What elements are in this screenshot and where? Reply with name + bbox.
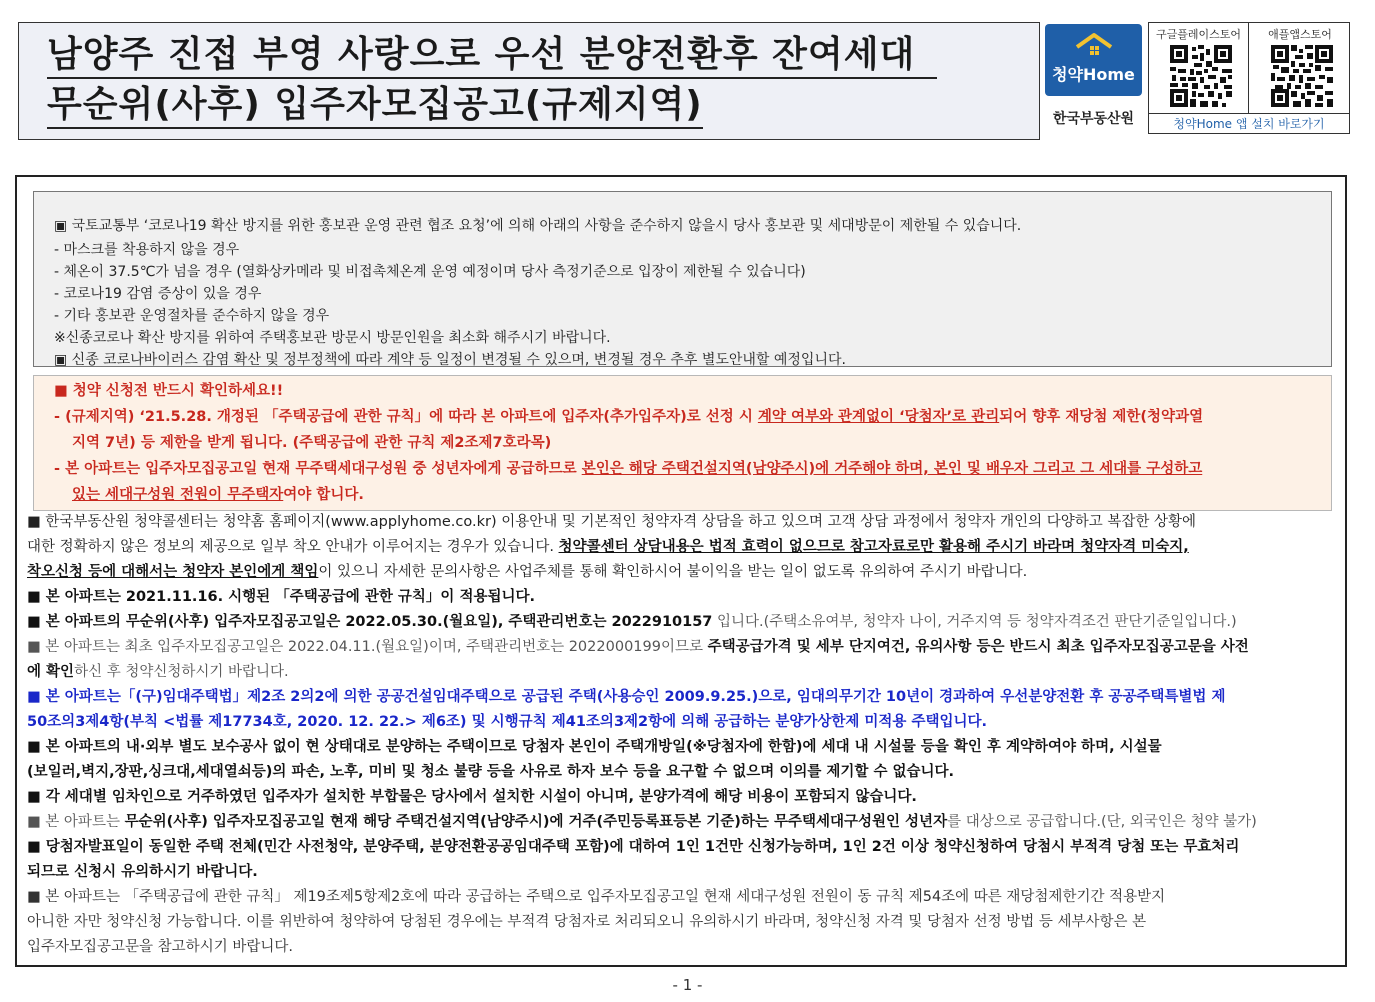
warning-para-1-cont: 지역 7년) 등 제한을 받게 됩니다. (주택공급에 관한 규칙 제2조제7호라목)	[72, 435, 552, 451]
app-install-link[interactable]: 청약Home 앱 설치 바로가기	[1149, 113, 1349, 133]
notice-line: - 코로나19 감염 증상이 있을 경우	[54, 286, 262, 302]
para-text: 이 있으니 자세한 문의사항은 사업주체를 통해 확인하시어 불이익을 받는 일이 없도록 유의하여 주시기 바랍니다.	[318, 564, 1028, 580]
para-text: 입니다.(주택소유여부, 청약자 나이, 거주지역 등 청약자격조건 판단기준일입니다.)	[712, 614, 1237, 630]
notice-line: - 기타 홍보관 운영절차를 준수하지 않을 경우	[54, 308, 330, 324]
para-text: 하신 후 청약신청하시기 바랍니다.	[74, 664, 289, 680]
warning-box	[33, 375, 1332, 511]
logo-badge	[1045, 24, 1142, 96]
google-play-qr[interactable]	[1149, 23, 1249, 113]
first-announcement-para-cont	[27, 661, 289, 683]
first-announcement-para	[27, 636, 1249, 658]
warning-para-2	[54, 458, 1202, 480]
rewin-restriction-para-cont: 입주자모집공고문을 참고하시기 바랍니다.	[27, 939, 293, 955]
notice-line: - 마스크를 착용하지 않을 경우	[54, 242, 240, 258]
para-text: ■ 본 아파트는	[27, 814, 125, 830]
as-is-condition-para-cont: (보일러,벽지,장판,싱크대,세대열쇠등)의 파손, 노후, 미비 및 청소 불량 등을 사유로 하자 보수 등을 요구할 수 없으며 이의를 제기할 수 없습니다.	[27, 764, 955, 780]
para-text: 대한 정확하지 않은 정보의 제공으로 일부 착오 안내가 이루어지는 경우가 있습니다.	[27, 539, 559, 555]
warning-text: - (규제지역) ‘21.5.28. 개정된 「주택공급에 관한 규칙」에 따라 본 아파트에 입주자(추가입주자)로 선정 시	[54, 409, 758, 425]
page-title-line2: 무순위(사후) 입주자모집공고(규제지역)	[47, 83, 703, 129]
app-qr-box	[1148, 22, 1350, 134]
app-store-label: 애플앱스토어	[1268, 28, 1332, 41]
rule-applied-para: ■ 본 아파트는 2021.11.16. 시행된 「주택공급에 관한 규칙」이 적용됩니다.	[27, 589, 535, 605]
notice-line: ▣ 국토교통부 ‘코로나19 확산 방지를 위한 홍보관 운영 관련 협조 요청’에 의해 아래의 사항을 준수하지 않을시 당사 홍보관 및 세대방문이 제한될 수 있습니다.	[54, 218, 1022, 234]
callcenter-para-cont	[27, 536, 1189, 558]
callcenter-para-cont	[27, 561, 1027, 583]
para-emphasis: 무순위(사후) 입주자모집공고일은 2022.05.30.(월요일), 주택관리번호는 2022910157	[125, 614, 713, 630]
para-emphasis: 무순위(사후) 입주자모집공고일 현재 해당 주택건설지역(남양주시)에 거주(주민등록표등본 기준)하는 무주택세대구성원인 성년자	[124, 814, 948, 830]
warning-text: 되어 향후 재당첨 제한(청약과열	[999, 409, 1204, 425]
notice-line: ※신종코로나 확산 방지를 위하여 주택홍보관 방문시 방문인원을 최소화 해주시기 바랍니다.	[54, 330, 611, 346]
tenant-fixtures-para: ■ 각 세대별 임차인으로 거주하였던 입주자가 설치한 부합물은 당사에서 설치한 시설이 아니며, 분양가격에 해당 비용이 포함되지 않습니다.	[27, 789, 917, 805]
para-emphasis: 에 확인	[27, 664, 75, 680]
logo-brand: 청약Home	[1052, 65, 1135, 84]
rental-law-para-cont: 50조의3제4항(부칙 <법률 제17734호, 2020. 12. 22.> 제6조) 및 시행규칙 제41조의3제2항에 의해 공급하는 분양가상한제 미적용 주택입니다.	[27, 714, 988, 730]
applyhome-logo[interactable]	[1045, 24, 1142, 132]
announcement-date-para	[27, 611, 1237, 633]
warning-text: - 본 아파트는 입주자모집공고일 현재 무주택세대구성원 중 성년자에게 공급하므로	[54, 461, 582, 477]
page-number: - 1 -	[672, 976, 703, 994]
para-emphasis: 주택공급가격 및 세부 단지여건, 유의사항 등은 반드시 최초 입주자모집공고문을 사전	[707, 639, 1249, 655]
qr-code-icon	[1170, 45, 1232, 107]
google-play-label: 구글플레이스토어	[1155, 28, 1241, 41]
para-text: ■ 본 아파트의	[27, 614, 126, 630]
app-store-qr[interactable]	[1250, 23, 1350, 113]
one-application-para: ■ 당첨자발표일이 동일한 주택 전체(민간 사전청약, 분양주택, 분양전환공공임대주택 포함)에 대하여 1인 1건만 신청가능하며, 1인 2건 이상 청약신청하여 당첨시 부적격 당첨 또는 무효처리	[27, 839, 1240, 855]
announcement-frame	[15, 175, 1347, 967]
warning-underline: 본인은 해당 주택건설지역(남양주시)에 거주해야 하며, 본인 및 배우자 그리고 그 세대를 구성하고	[581, 461, 1203, 477]
covid-notice-box	[33, 191, 1332, 367]
para-text: ■ 본 아파트는 최초 입주자모집공고일은 2022.04.11.(월요일)이며, 주택관리번호는 2022000199이므로	[27, 639, 708, 655]
para-emphasis: 청약콜센터 상담내용은 법적 효력이 없으므로 참고자료로만 활용해 주시기 바라며 청약자격 미숙지,	[558, 539, 1189, 555]
callcenter-para: ■ 한국부동산원 청약콜센터는 청약홈 홈페이지(www.applyhome.co.kr) 이용안내 및 기본적인 청약자격 상담을 하고 있으며 고객 상담 과정에서 청약자 개인의 다양하고 복잡한 상황에	[27, 514, 1197, 530]
para-emphasis: 착오신청 등에 대해서는 청약자 본인에게 책임	[27, 564, 319, 580]
warning-underline: 있는 세대구성원 전원이 무주택자	[72, 487, 284, 503]
warning-text: 여야 합니다.	[283, 487, 364, 503]
title-box	[18, 22, 1040, 140]
warning-para-1	[54, 406, 1203, 428]
notice-line: ▣ 신종 코로나바이러스 감염 확산 및 정부정책에 따라 계약 등 일정이 변경될 수 있으며, 변경될 경우 추후 별도안내할 예정입니다.	[54, 352, 846, 368]
warning-heading: ■ 청약 신청전 반드시 확인하세요!!	[54, 383, 284, 399]
warning-para-2-cont	[72, 484, 364, 506]
logo-org: 한국부동산원	[1052, 111, 1135, 127]
page-title-line1: 남양주 진접 부영 사랑으로 우선 분양전환후 잔여세대	[47, 33, 937, 79]
rewin-restriction-para-cont: 아니한 자만 청약신청 가능합니다. 이를 위반하여 청약하여 당첨된 경우에는 부적격 당첨자로 처리되오니 유의하시기 바라며, 청약신청 자격 및 당첨자 선정 방법 등 세부사항은 본	[27, 914, 1147, 930]
house-icon	[1074, 32, 1114, 60]
as-is-condition-para: ■ 본 아파트의 내·외부 별도 보수공사 없이 현 상태대로 분양하는 주택이므로 당첨자 본인이 주택개방일(※당첨자에 한함)에 세대 내 시설물 등을 확인 후 계약하여야 하며, 시설물	[27, 739, 1162, 755]
rental-law-para: ■ 본 아파트는「(구)임대주택법」제2조 2의2에 의한 공공건설임대주택으로 공급된 주택(사용승인 2009.9.25.)으로, 임대의무기간 10년이 경과하여 우선분양전환 후 공공주택특별법 제	[27, 689, 1226, 705]
qr-code-icon	[1271, 45, 1333, 107]
notice-line: - 체온이 37.5℃가 넘을 경우 (열화상카메라 및 비접촉체온계 운영 예정이며 당사 측정기준으로 입장이 제한될 수 있습니다)	[54, 264, 806, 280]
warning-underline: 계약 여부와 관계없이 ‘당첨자’로 관리	[757, 409, 1000, 425]
eligibility-para	[27, 811, 1257, 833]
one-application-para-cont: 되므로 신청시 유의하시기 바랍니다.	[27, 864, 258, 880]
rewin-restriction-para: ■ 본 아파트는 「주택공급에 관한 규칙」 제19조제5항제2호에 따라 공급하는 주택으로 입주자모집공고일 현재 세대구성원 전원이 동 규칙 제54조에 따른 재당첨제한기간 적용받지	[27, 889, 1166, 905]
para-text: 를 대상으로 공급합니다.(단, 외국인은 청약 불가)	[947, 814, 1257, 830]
